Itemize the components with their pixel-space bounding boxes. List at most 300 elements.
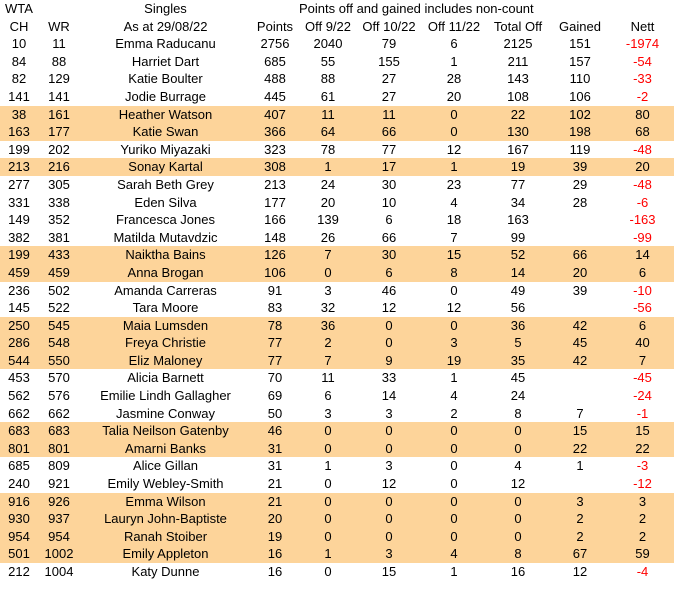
total-off: 143: [507, 71, 529, 87]
off-11-22: 2: [450, 405, 458, 421]
off-10-22: 27: [381, 71, 397, 87]
player-wr: 381: [48, 229, 70, 245]
table-row: [0, 457, 674, 475]
player-wr: 502: [48, 282, 70, 298]
player-wr: 550: [38, 352, 80, 370]
off-10-22: 3: [385, 405, 393, 421]
nett: 6: [611, 264, 674, 282]
player-wr: 548: [38, 334, 80, 352]
gained: 28: [572, 194, 588, 210]
player-name: Tara Moore: [132, 300, 199, 316]
gained: [549, 299, 611, 317]
nett: -163: [629, 212, 656, 228]
player-name: Naiktha Bains: [80, 246, 251, 264]
total-off: 2125: [503, 36, 533, 52]
table-row: [0, 70, 674, 88]
player-wr: 141: [48, 88, 70, 104]
player-points: 31: [251, 440, 299, 458]
player-wr: 921: [48, 476, 70, 492]
table-row: [0, 475, 674, 493]
off-9-22: 24: [320, 176, 336, 192]
player-ch: 453: [8, 370, 30, 386]
gained: 7: [576, 405, 584, 421]
off-11-22: 0: [450, 476, 458, 492]
off-11-22: 4: [450, 194, 458, 210]
player-points: 148: [264, 229, 286, 245]
table-row: [0, 493, 674, 511]
nett: -48: [633, 176, 652, 192]
nett: -33: [633, 71, 652, 87]
off-11-22: 6: [450, 36, 458, 52]
off-10-22: 17: [357, 158, 421, 176]
player-points: 83: [267, 300, 283, 316]
off-9-22: 0: [299, 528, 357, 546]
header-off-11: Off 11/22: [427, 18, 481, 34]
off-11-22: 0: [421, 123, 487, 141]
player-ch: 199: [0, 246, 38, 264]
gained: 29: [572, 176, 588, 192]
player-name: Eden Silva: [134, 194, 197, 210]
off-11-22: 23: [446, 176, 462, 192]
total-off: 19: [487, 158, 549, 176]
player-name: Katie Boulter: [128, 71, 203, 87]
player-ch: 163: [0, 123, 38, 141]
table-row: [0, 510, 674, 528]
off-10-22: 0: [357, 317, 421, 335]
off-10-22: 0: [357, 510, 421, 528]
nett: 20: [611, 158, 674, 176]
table-row: [0, 334, 674, 352]
gained: [549, 229, 611, 247]
off-11-22: 4: [421, 545, 487, 563]
gained: 119: [569, 141, 591, 157]
total-off: 0: [487, 422, 549, 440]
nett: 6: [611, 317, 674, 335]
player-ch: 240: [8, 476, 30, 492]
player-name: Amanda Carreras: [114, 282, 217, 298]
player-name: Heather Watson: [80, 106, 251, 124]
player-points: 106: [251, 264, 299, 282]
header-points-note: Points off and gained includes non-count: [299, 1, 534, 16]
nett: 22: [611, 440, 674, 458]
off-11-22: 0: [450, 282, 458, 298]
player-ch: 149: [8, 212, 30, 228]
player-points: 78: [251, 317, 299, 335]
total-off: 8: [514, 405, 522, 421]
off-9-22: 3: [324, 282, 332, 298]
player-ch: 562: [8, 388, 30, 404]
player-ch: 141: [8, 88, 30, 104]
player-ch: 82: [11, 71, 27, 87]
player-ch: 38: [0, 106, 38, 124]
off-9-22: 0: [324, 564, 332, 579]
header-singles: Singles: [144, 1, 187, 16]
off-10-22: 30: [357, 246, 421, 264]
header-off-10: Off 10/22: [362, 18, 416, 34]
gained: 110: [569, 71, 591, 87]
off-9-22: 6: [324, 388, 332, 404]
nett: -10: [633, 282, 652, 298]
player-ch: 250: [0, 317, 38, 335]
off-9-22: 7: [299, 352, 357, 370]
gained: 2: [549, 528, 611, 546]
player-ch: 212: [8, 564, 30, 579]
player-points: 50: [267, 405, 283, 421]
player-wr: 683: [38, 422, 80, 440]
nett: 14: [611, 246, 674, 264]
table-row: [0, 229, 674, 247]
player-points: 77: [251, 352, 299, 370]
off-9-22: 2040: [313, 36, 343, 52]
gained: [549, 211, 611, 229]
total-off: 5: [487, 334, 549, 352]
total-off: 4: [514, 458, 522, 474]
player-points: 126: [251, 246, 299, 264]
total-off: 130: [487, 123, 549, 141]
header-nett: Nett: [630, 18, 655, 34]
nett: -6: [636, 194, 649, 210]
off-9-22: 0: [299, 510, 357, 528]
player-ch: 286: [0, 334, 38, 352]
off-10-22: 15: [381, 564, 397, 579]
player-wr: 1004: [44, 564, 74, 579]
table-row: [0, 88, 674, 106]
player-name: Harriet Dart: [131, 53, 200, 69]
player-wr: 954: [38, 528, 80, 546]
off-10-22: 0: [357, 493, 421, 511]
nett: -99: [633, 229, 652, 245]
off-11-22: 20: [446, 88, 462, 104]
off-11-22: 15: [421, 246, 487, 264]
player-wr: 926: [38, 493, 80, 511]
total-off: 36: [487, 317, 549, 335]
gained: [549, 369, 611, 387]
player-ch: 199: [8, 141, 30, 157]
table-row: [0, 387, 674, 405]
player-ch: 544: [0, 352, 38, 370]
player-wr: 1002: [38, 545, 80, 563]
player-points: 16: [251, 545, 299, 563]
off-11-22: 0: [421, 440, 487, 458]
nett: -12: [633, 476, 652, 492]
gained: 106: [569, 88, 591, 104]
table-row: [0, 194, 674, 212]
header-as-at: As at 29/08/22: [123, 18, 208, 34]
off-9-22: 64: [299, 123, 357, 141]
off-9-22: 1: [324, 458, 332, 474]
player-name: Maia Lumsden: [80, 317, 251, 335]
off-10-22: 0: [357, 440, 421, 458]
player-ch: 916: [0, 493, 38, 511]
off-9-22: 26: [320, 229, 336, 245]
off-9-22: 1: [299, 545, 357, 563]
player-name: Sonay Kartal: [80, 158, 251, 176]
off-10-22: 0: [357, 528, 421, 546]
gained: 66: [549, 246, 611, 264]
player-name: Freya Christie: [80, 334, 251, 352]
player-wr: 522: [48, 300, 70, 316]
player-name: Matilda Mutavdzic: [113, 229, 218, 245]
nett: -1974: [625, 36, 660, 52]
player-points: 308: [251, 158, 299, 176]
player-name: Emma Raducanu: [115, 36, 216, 52]
off-9-22: 78: [320, 141, 336, 157]
gained: 2: [549, 510, 611, 528]
gained: 198: [549, 123, 611, 141]
player-name: Yuriko Miyazaki: [120, 141, 211, 157]
gained: 20: [549, 264, 611, 282]
table-row: [0, 352, 674, 370]
total-off: 16: [510, 564, 526, 579]
off-10-22: 46: [381, 282, 397, 298]
table-row: [0, 53, 674, 71]
off-11-22: 0: [421, 317, 487, 335]
player-wr: 576: [48, 388, 70, 404]
off-11-22: 4: [450, 388, 458, 404]
table-row: [0, 123, 674, 141]
total-off: 34: [510, 194, 526, 210]
total-off: 163: [507, 212, 529, 228]
player-name: Amarni Banks: [80, 440, 251, 458]
off-10-22: 79: [381, 36, 397, 52]
total-off: 52: [487, 246, 549, 264]
player-points: 166: [264, 212, 286, 228]
off-11-22: 0: [421, 422, 487, 440]
player-ch: 145: [8, 300, 30, 316]
player-name: Emily Webley-Smith: [107, 476, 224, 492]
table-row: [0, 35, 674, 53]
player-points: 46: [251, 422, 299, 440]
player-wr: 216: [38, 158, 80, 176]
table-row: [0, 299, 674, 317]
total-off: 56: [510, 300, 526, 316]
player-points: 177: [264, 194, 286, 210]
player-wr: 352: [48, 212, 70, 228]
player-points: 69: [267, 388, 283, 404]
total-off: 108: [507, 88, 529, 104]
player-name: Emily Appleton: [80, 545, 251, 563]
player-wr: 545: [38, 317, 80, 335]
total-off: 35: [487, 352, 549, 370]
total-off: 45: [510, 370, 526, 386]
off-11-22: 0: [450, 458, 458, 474]
nett: 80: [611, 106, 674, 124]
off-11-22: 7: [450, 229, 458, 245]
nett: -1: [636, 405, 649, 421]
player-points: 31: [267, 458, 283, 474]
player-wr: 801: [38, 440, 80, 458]
nett: 59: [611, 545, 674, 563]
table-row: [0, 545, 674, 563]
off-10-22: 6: [357, 264, 421, 282]
total-off: 49: [510, 282, 526, 298]
header-gained: Gained: [559, 18, 601, 34]
player-name: Ranah Stoiber: [80, 528, 251, 546]
table-row: [0, 440, 674, 458]
nett: -4: [636, 564, 649, 579]
player-name: Katie Swan: [80, 123, 251, 141]
player-ch: 459: [0, 264, 38, 282]
player-points: 21: [251, 493, 299, 511]
player-ch: 683: [0, 422, 38, 440]
table-row: [0, 211, 674, 229]
off-10-22: 77: [381, 141, 397, 157]
gained: 1: [576, 458, 584, 474]
header-ch: CH: [9, 18, 29, 34]
player-ch: 331: [8, 194, 30, 210]
off-10-22: 0: [357, 334, 421, 352]
player-name: Jodie Burrage: [125, 88, 206, 104]
player-points: 407: [251, 106, 299, 124]
nett: -56: [633, 300, 652, 316]
player-wr: 809: [48, 458, 70, 474]
gained: 67: [549, 545, 611, 563]
off-10-22: 3: [385, 458, 393, 474]
player-name: Talia Neilson Gatenby: [80, 422, 251, 440]
total-off: 167: [507, 141, 529, 157]
player-name: Francesca Jones: [116, 212, 215, 228]
player-points: 366: [251, 123, 299, 141]
total-off: 211: [507, 53, 529, 69]
total-off: 22: [487, 106, 549, 124]
off-11-22: 0: [421, 510, 487, 528]
off-10-22: 33: [381, 370, 397, 386]
table-row: [0, 264, 674, 282]
off-11-22: 19: [421, 352, 487, 370]
off-9-22: 11: [321, 370, 335, 386]
off-9-22: 0: [299, 264, 357, 282]
off-9-22: 88: [320, 71, 336, 87]
player-wr: 88: [51, 53, 67, 69]
off-9-22: 36: [299, 317, 357, 335]
player-points: 685: [264, 53, 286, 69]
player-ch: 930: [0, 510, 38, 528]
total-off: 0: [487, 510, 549, 528]
table-row: [0, 176, 674, 194]
gained: 12: [572, 564, 588, 579]
table-row: [0, 158, 674, 176]
off-9-22: 2: [299, 334, 357, 352]
player-wr: 177: [38, 123, 80, 141]
table-row: [0, 246, 674, 264]
header-row-2: [0, 18, 674, 36]
off-9-22: 55: [320, 53, 336, 69]
off-11-22: 8: [421, 264, 487, 282]
gained: 39: [572, 282, 588, 298]
player-points: 2756: [260, 36, 290, 52]
off-9-22: 11: [299, 106, 357, 124]
total-off: 14: [487, 264, 549, 282]
table-row: [0, 317, 674, 335]
off-9-22: 0: [324, 476, 332, 492]
player-ch: 801: [0, 440, 38, 458]
table-row: [0, 106, 674, 124]
off-9-22: 20: [320, 194, 336, 210]
player-wr: 433: [38, 246, 80, 264]
player-wr: 459: [38, 264, 80, 282]
off-10-22: 9: [357, 352, 421, 370]
nett: 40: [611, 334, 674, 352]
player-wr: 202: [48, 141, 70, 157]
player-wr: 338: [48, 194, 70, 210]
player-points: 21: [267, 476, 283, 492]
total-off: 8: [487, 545, 549, 563]
player-wr: 662: [48, 405, 70, 421]
nett: -54: [633, 53, 652, 69]
gained: 42: [549, 317, 611, 335]
off-9-22: 0: [299, 422, 357, 440]
player-points: 445: [264, 88, 286, 104]
player-name: Emilie Lindh Gallagher: [100, 388, 231, 404]
off-11-22: 1: [450, 370, 458, 386]
total-off: 0: [487, 440, 549, 458]
player-wr: 937: [38, 510, 80, 528]
off-10-22: 27: [381, 88, 397, 104]
player-ch: 685: [8, 458, 30, 474]
player-name: Katy Dunne: [131, 564, 200, 579]
gained: 22: [549, 440, 611, 458]
gained: [549, 387, 611, 405]
player-ch: 236: [8, 282, 30, 298]
off-11-22: 3: [421, 334, 487, 352]
player-points: 70: [267, 370, 283, 386]
nett: -2: [636, 88, 649, 104]
player-ch: 662: [8, 405, 30, 421]
off-11-22: 1: [421, 158, 487, 176]
off-10-22: 66: [381, 229, 397, 245]
player-wr: 129: [48, 71, 70, 87]
table-row: [0, 422, 674, 440]
player-points: 77: [251, 334, 299, 352]
off-10-22: 14: [381, 388, 397, 404]
header-off-9: Off 9/22: [304, 18, 351, 34]
off-11-22: 1: [450, 564, 458, 579]
off-9-22: 1: [299, 158, 357, 176]
off-11-22: 0: [421, 493, 487, 511]
nett: 2: [611, 528, 674, 546]
player-wr: 11: [52, 36, 66, 52]
total-off: 0: [487, 528, 549, 546]
off-10-22: 6: [385, 212, 393, 228]
nett: 3: [611, 493, 674, 511]
table-row: [0, 528, 674, 546]
nett: 2: [611, 510, 674, 528]
total-off: 0: [487, 493, 549, 511]
player-name: Alicia Barnett: [127, 370, 204, 386]
table-body: [0, 35, 674, 580]
off-11-22: 28: [446, 71, 462, 87]
gained: 157: [569, 53, 591, 69]
off-11-22: 12: [446, 141, 462, 157]
player-wr: 161: [38, 106, 80, 124]
player-ch: 84: [11, 53, 27, 69]
player-ch: 213: [0, 158, 38, 176]
nett: 7: [611, 352, 674, 370]
off-10-22: 11: [357, 106, 421, 124]
off-10-22: 30: [381, 176, 397, 192]
player-ch: 10: [11, 36, 27, 52]
player-name: Emma Wilson: [80, 493, 251, 511]
off-10-22: 155: [378, 53, 400, 69]
player-name: Lauryn John-Baptiste: [80, 510, 251, 528]
off-9-22: 0: [299, 493, 357, 511]
gained: 3: [549, 493, 611, 511]
table-row: [0, 563, 674, 581]
player-ch: 277: [8, 176, 30, 192]
off-11-22: 12: [446, 300, 462, 316]
player-points: 16: [267, 564, 283, 579]
gained: 45: [549, 334, 611, 352]
